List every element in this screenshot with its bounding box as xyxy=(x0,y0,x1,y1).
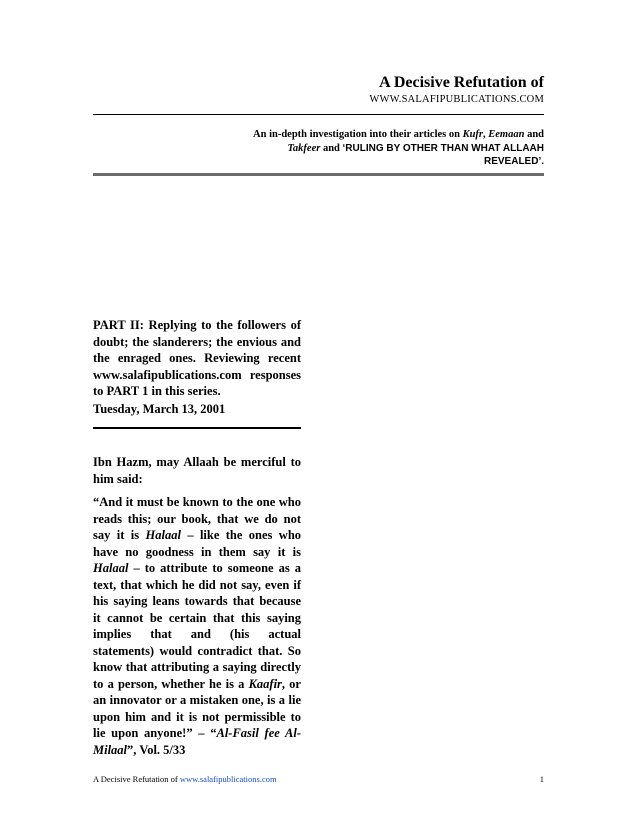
quote-term-halaal-1: Halaal xyxy=(145,528,181,542)
subtitle-divider xyxy=(93,173,544,176)
quote-part-1: “And it must be known to the one who reads this; our book, that we do not say it is xyxy=(93,495,301,542)
quote-part-5: ”, Vol. 5/33 xyxy=(127,742,186,757)
section-divider xyxy=(93,427,301,429)
part-heading: PART II: Replying to the followers of doubt; the slanderers; the envious and the enraged ones. Reviewing recent www.salafipublications.com responses to PART 1 in this series. xyxy=(93,318,301,398)
document-title: A Decisive Refutation of xyxy=(379,74,544,91)
quote-source: Al-Fasil fee Al-Milaal xyxy=(93,726,302,757)
subtitle-lead: An in-depth investigation into their articles on xyxy=(253,129,460,140)
quote-intro: Ibn Hazm, may Allaah be merciful to him said: xyxy=(93,455,301,486)
document-subtitle: An in-depth investigation into their articles on Kufr, Eemaan and Takfeer and ‘RULING BY OTHER THAN WHAT ALLAAH REVEALED’. xyxy=(253,129,544,167)
subtitle-topic: ‘RULING BY OTHER THAN WHAT ALLAAH REVEALED’. xyxy=(342,142,544,167)
subtitle-and-1: and xyxy=(527,129,544,140)
quote-term-kaafir: Kaafir xyxy=(248,676,282,691)
quote-part-3: – to attribute to someone as a text, that which he did not say, even if his saying leans towards that because it cannot be certain that this saying implies that and (his actual statements) would contradict that. So know that attributing a saying directly to a person, whether he is a xyxy=(93,561,301,691)
page-number: 1 xyxy=(539,774,544,784)
subtitle-term-eemaan: Eemaan xyxy=(488,129,525,140)
quote-body xyxy=(93,494,301,758)
subtitle-and-2: and xyxy=(322,142,340,154)
footer xyxy=(93,774,277,784)
footer-link[interactable]: www.salafipublications.com xyxy=(179,774,277,784)
header-url: WWW.SALAFIPUBLICATIONS.COM xyxy=(369,94,544,105)
footer-prefix: A Decisive Refutation of xyxy=(93,774,178,784)
publication-date: Tuesday, March 13, 2001 xyxy=(93,402,226,416)
header-divider xyxy=(93,114,544,115)
subtitle-term-kufr: Kufr xyxy=(462,129,484,140)
quote-term-halaal-2: Halaal xyxy=(93,561,129,575)
quote-part-2: – like the ones who have no goodness in them say it is xyxy=(93,528,302,559)
subtitle-term-takfeer: Takfeer xyxy=(287,142,321,154)
quote-part-4: , or an innovator or a mistaken one, is a lie upon him and it is not permissible to lie upon anyone!” – “ xyxy=(93,676,301,740)
